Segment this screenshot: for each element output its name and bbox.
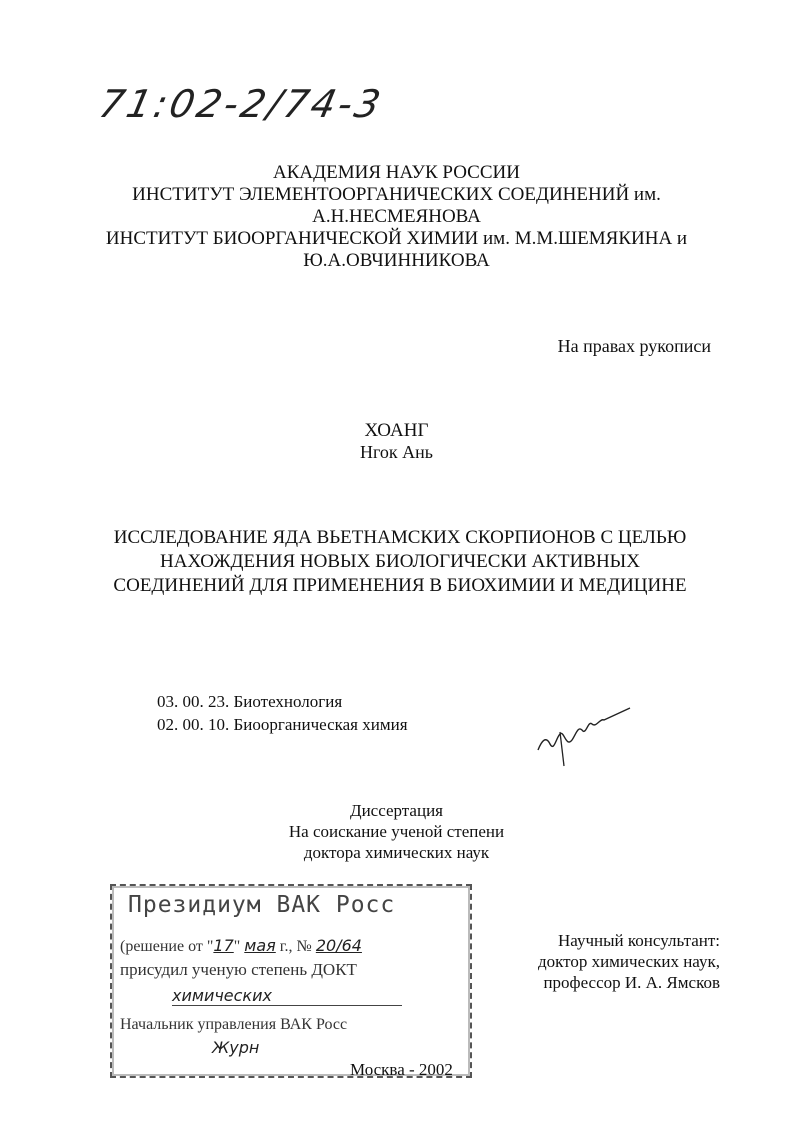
institution-line: АКАДЕМИЯ НАУК РОССИИ bbox=[273, 162, 520, 183]
rights-note: На правах рукописи bbox=[557, 336, 711, 356]
stamp-decision-prefix: (решение от " bbox=[120, 938, 214, 955]
specialty-line: 02. 00. 10. Биоорганическая химия bbox=[157, 715, 408, 734]
title-line: НАХОЖДЕНИЯ НОВЫХ БИОЛОГИЧЕСКИ АКТИВНЫХ bbox=[160, 551, 640, 572]
dissertation-line: Диссертация bbox=[349, 801, 443, 820]
institution-line: ИНСТИТУТ БИООРГАНИЧЕСКОЙ ХИМИИ им. М.М.ШЕМЯКИНА и bbox=[105, 228, 688, 249]
consultant-line: профессор И. А. Ямсков bbox=[543, 973, 720, 992]
stamp-title: Президиум ВАК Росс bbox=[128, 892, 396, 918]
stamp-decision-number: 20/64 bbox=[315, 936, 362, 955]
city-year: Москва - 2002 bbox=[350, 1060, 453, 1079]
stamp-chief: Начальник управления ВАК Росс bbox=[120, 1016, 348, 1033]
specialty-line: 03. 00. 23. Биотехнология bbox=[157, 692, 343, 711]
vak-stamp bbox=[110, 884, 472, 1078]
stamp-decision-month: мая bbox=[244, 936, 276, 955]
dissertation-line: доктора химических наук bbox=[303, 843, 490, 862]
stamp-handwritten-field: химических bbox=[172, 986, 402, 1006]
stamp-decision-year-suffix: г., № bbox=[279, 938, 312, 955]
consultant-line: доктор химических наук, bbox=[537, 952, 720, 971]
consultant-line: Научный консультант: bbox=[558, 931, 720, 950]
dissertation-block bbox=[0, 800, 793, 863]
archive-code: 71:02-2/74-3 bbox=[95, 82, 388, 126]
stamp-decision-line: (решение от "17" мая г., № 20/64 bbox=[120, 936, 362, 955]
stamp-signature: Журн bbox=[212, 1038, 260, 1057]
specialties bbox=[157, 690, 408, 736]
author-given-name: Нгок Ань bbox=[359, 442, 434, 462]
dissertation-line: На соискание ученой степени bbox=[288, 822, 505, 841]
stamp-decision-day: 17 bbox=[213, 936, 234, 955]
institution-line: А.Н.НЕСМЕЯНОВА bbox=[312, 206, 481, 227]
title-line: СОЕДИНЕНИЙ ДЛЯ ПРИМЕНЕНИЯ В БИОХИМИИ И МЕДИЦИНЕ bbox=[113, 575, 687, 596]
handwritten-signature bbox=[530, 690, 640, 770]
dissertation-title bbox=[90, 526, 710, 598]
consultant-block bbox=[500, 930, 720, 993]
institution-line: Ю.А.ОВЧИННИКОВА bbox=[303, 250, 490, 271]
title-line: ИССЛЕДОВАНИЕ ЯДА ВЬЕТНАМСКИХ СКОРПИОНОВ С ЦЕЛЬЮ bbox=[113, 527, 687, 548]
author-surname: ХОАНГ bbox=[364, 420, 429, 441]
institutions-block bbox=[0, 162, 793, 272]
institution-line: ИНСТИТУТ ЭЛЕМЕНТООРГАНИЧЕСКИХ СОЕДИНЕНИЙ им. bbox=[132, 184, 661, 205]
stamp-awarded: присудил ученую степень ДОКТ bbox=[120, 960, 357, 979]
